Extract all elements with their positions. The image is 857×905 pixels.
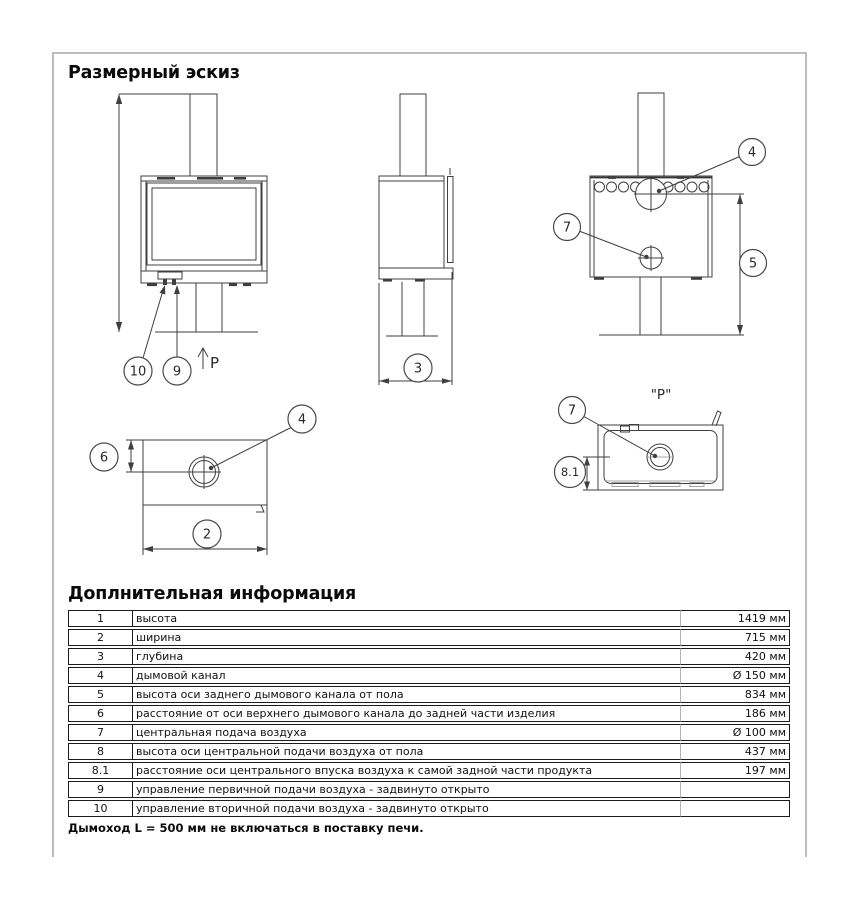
svg-text:7: 7 [567,403,577,419]
callout-2 [193,520,221,548]
primary-air-lever [172,279,176,285]
row-description: глубина [133,648,680,665]
table-row [68,648,790,665]
callout-3 [404,354,432,382]
row-value: 186 мм [680,705,790,722]
row-number: 5 [68,686,133,703]
p-view-label: "P" [650,387,672,403]
callout-7-bottom [559,397,586,424]
row-number: 9 [68,781,133,798]
row-value: 1419 мм [680,610,790,627]
row-value: 437 мм [680,743,790,760]
row-description: управление вторичной подачи воздуха - задвинуто открыто [133,800,680,817]
svg-text:10: 10 [129,364,147,380]
info-section-title: Доплнительная информация [68,584,357,604]
row-value: 834 мм [680,686,790,703]
row-description: расстояние от оси верхнего дымового канала до задней части изделия [133,705,680,722]
row-description: высота оси центральной подачи воздуха от пола [133,743,680,760]
stove-body-side [379,176,444,268]
dimensional-drawing [52,88,805,580]
table-row [68,610,790,627]
row-number: 8 [68,743,133,760]
flue-pipe-front [190,94,217,176]
row-description: ширина [133,629,680,646]
base-strip-front [141,271,267,283]
callout-6 [90,443,118,471]
door-handle [712,411,721,426]
table-row [68,781,790,798]
row-description: управление первичной подачи воздуха - задвинуто открыто [133,781,680,798]
svg-text:4: 4 [297,412,307,428]
page-title: Размерный эскиз [68,63,240,83]
svg-text:3: 3 [413,361,423,377]
table-row [68,705,790,722]
row-number: 3 [68,648,133,665]
callout-10 [124,357,152,385]
svg-text:5: 5 [748,256,758,272]
row-number: 8.1 [68,762,133,779]
flue-pipe-side [400,94,426,176]
svg-text:P: P [210,354,220,372]
info-table [68,608,790,819]
table-row [68,629,790,646]
row-number: 2 [68,629,133,646]
callout-4-top [288,405,316,433]
row-number: 4 [68,667,133,684]
row-number: 7 [68,724,133,741]
row-value [680,781,790,798]
secondary-air-lever [163,279,167,285]
table-row [68,762,790,779]
callout-9 [163,357,191,385]
table-row [68,686,790,703]
svg-text:7: 7 [562,220,572,236]
view-front [116,94,267,385]
callout-8-1 [555,457,586,488]
table-row [68,724,790,741]
row-number: 1 [68,610,133,627]
table-row [68,667,790,684]
row-value: Ø 100 мм [680,724,790,741]
view-p-bottom [555,387,724,490]
svg-text:2: 2 [202,527,212,543]
view-top [90,405,316,555]
table-row [68,743,790,760]
view-side [379,94,453,385]
door-panel-side [448,177,454,263]
footnote: Дымоход L = 500 мм не включаться в поставку печи. [68,821,424,835]
table-row [68,800,790,817]
row-description: расстояние оси центрального впуска воздуха к самой задной части продукта [133,762,680,779]
row-value: 420 мм [680,648,790,665]
p-direction-arrow [198,348,219,372]
row-number: 6 [68,705,133,722]
flue-pipe-back [638,93,664,176]
row-value: 715 мм [680,629,790,646]
row-number: 10 [68,800,133,817]
row-value: Ø 150 мм [680,667,790,684]
row-value: 197 мм [680,762,790,779]
central-air-port-bottom [647,444,673,470]
row-value [680,800,790,817]
row-description: высота оси заднего дымового канала от пола [133,686,680,703]
row-description: центральная подача воздуха [133,724,680,741]
row-description: дымовой канал [133,667,680,684]
svg-text:9: 9 [172,364,182,380]
svg-text:6: 6 [99,450,109,466]
row-description: высота [133,610,680,627]
view-back [554,93,767,335]
stove-body-front [141,176,267,271]
base-strip-side [379,268,453,279]
callout-4-back [739,139,766,166]
callout-5 [740,250,767,277]
svg-text:8.1: 8.1 [560,465,580,479]
svg-text:4: 4 [747,145,757,161]
callout-7-back [554,214,581,241]
